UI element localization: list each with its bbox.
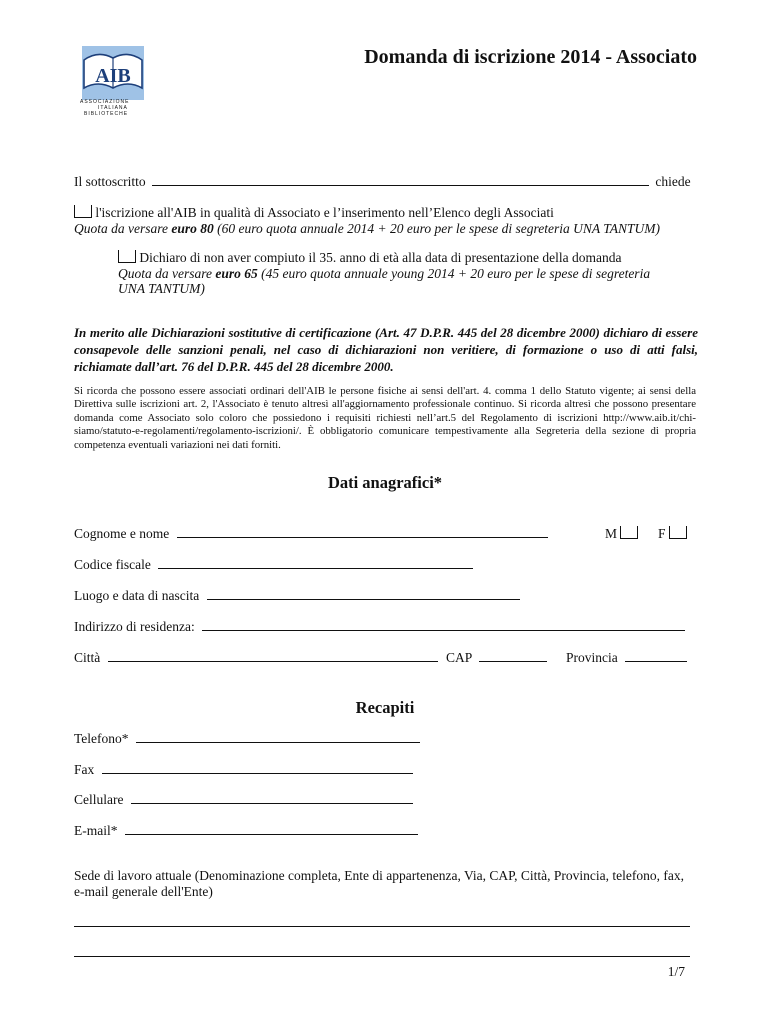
indirizzo-field[interactable] xyxy=(202,619,685,631)
citta-row xyxy=(74,650,438,666)
cap-label: CAP xyxy=(446,650,472,665)
section-heading-recapiti: Recapiti xyxy=(355,698,415,717)
logo-line-3: BIBLIOTECHE xyxy=(84,111,129,117)
young-quota-prefix: Quota da versare xyxy=(118,266,216,281)
aib-logo xyxy=(78,44,150,116)
sede-lavoro-field-1[interactable] xyxy=(74,926,690,927)
young-quota-amount: euro 65 xyxy=(215,266,258,281)
sede-lavoro-label: Sede di lavoro attuale (Denominazione completa, Ente di appartenenza, Via, CAP, Città, Provincia, telefono, fax, e-mail generale dell'Ente) xyxy=(74,868,684,899)
cognome-row xyxy=(74,526,548,542)
email-row xyxy=(74,823,418,839)
associato-quota-detail: (60 euro quota annuale 2014 + 20 euro per le spese di segreteria UNA TANTUM) xyxy=(213,221,660,236)
luogo-data-label: Luogo e data di nascita xyxy=(74,588,200,603)
associato-quota-amount: euro 80 xyxy=(171,221,214,236)
cognome-label: Cognome e nome xyxy=(74,526,170,541)
logo-line-2: ITALIANA xyxy=(98,105,128,111)
associato-quota-prefix: Quota da versare xyxy=(74,221,172,236)
telefono-field[interactable] xyxy=(136,731,420,743)
young-text: Dichiaro di non aver compiuto il 35. anno di età alla data di presentazione della domanda xyxy=(139,250,622,265)
fax-row xyxy=(74,762,413,778)
declaration-text: In merito alle Dichiarazioni sostitutive di certificazione (Art. 47 D.P.R. 445 del 28 dicembre 2000) dichiaro di essere consapevole delle sanzioni penali, nel caso di dichiarazioni non veritiere, di formazione o uso di atti falsi, richiamate dall’art. 76 del D.P.R. 445 del 28 dicembre 2000. xyxy=(74,325,698,374)
logo-line-1: ASSOCIAZIONE xyxy=(80,99,130,105)
sex-m xyxy=(605,526,638,542)
codice-fiscale-field[interactable] xyxy=(158,557,473,569)
cap-group xyxy=(446,650,547,666)
citta-field[interactable] xyxy=(108,650,438,662)
sede-lavoro-field-2[interactable] xyxy=(74,956,690,957)
option-young xyxy=(118,250,621,266)
cellulare-field[interactable] xyxy=(131,792,413,804)
sex-m-label: M xyxy=(605,526,618,541)
section-heading-anagrafici: Dati anagrafici* xyxy=(327,473,443,492)
intro-prefix: Il sottoscritto xyxy=(74,174,146,189)
email-field[interactable] xyxy=(125,823,418,835)
indirizzo-label: Indirizzo di residenza: xyxy=(74,619,195,634)
sex-f-label: F xyxy=(658,526,666,541)
intro-line xyxy=(74,174,690,190)
email-label: E-mail* xyxy=(74,823,118,838)
page-title: Domanda di iscrizione 2014 - Associato xyxy=(364,46,697,68)
young-quota-detail: (45 euro quota annuale young 2014 + 20 euro per le spese di segreteria xyxy=(257,266,651,281)
intro-suffix: chiede xyxy=(655,174,691,189)
provincia-field[interactable] xyxy=(625,650,687,662)
fax-label: Fax xyxy=(74,762,95,777)
name-blank[interactable] xyxy=(152,174,649,186)
provincia-label: Provincia xyxy=(566,650,618,665)
indirizzo-row xyxy=(74,619,685,635)
codice-fiscale-label: Codice fiscale xyxy=(74,557,151,572)
page-number: 1/7 xyxy=(667,964,685,979)
citta-label: Città xyxy=(74,650,101,665)
luogo-data-row xyxy=(74,588,520,604)
cap-field[interactable] xyxy=(479,650,547,662)
telefono-label: Telefono* xyxy=(74,731,129,746)
fax-field[interactable] xyxy=(102,762,413,774)
cellulare-label: Cellulare xyxy=(74,792,124,807)
telefono-row xyxy=(74,731,420,747)
luogo-data-field[interactable] xyxy=(207,588,520,600)
codice-fiscale-row xyxy=(74,557,473,573)
logo-initials: AIB xyxy=(95,65,131,87)
young-checkbox[interactable] xyxy=(118,250,136,263)
provincia-group xyxy=(566,650,687,666)
sex-m-checkbox[interactable] xyxy=(620,526,638,539)
option-associato xyxy=(74,205,554,221)
sex-f xyxy=(658,526,687,542)
note-text: Si ricorda che possono essere associati ordinari dell'AIB le persone fisiche ai sensi dell'art. 4. comma 1 dello Statuto vigente; ai sensi della Direttiva sulle iscrizioni art. 2, l'Associato è tenuto altresì all'aggiornamento professionale continuo. Si ricorda altresì che possono presentare domanda come Associato solo coloro che possiedono i requisiti richiesti nell’art.5 del Regolamento di iscrizioni http://www.aib.it/chi-siamo/statuto-e-regolamenti/regolamento-iscrizioni/. È obbligatorio comunicare tempestivamente alla Segreteria della sezione di propria competenza eventuali variazioni nei dati forniti. xyxy=(74,385,696,451)
associato-checkbox[interactable] xyxy=(74,205,92,218)
cognome-field[interactable] xyxy=(177,526,548,538)
young-quota-line-2: UNA TANTUM) xyxy=(118,281,205,296)
associato-quota xyxy=(74,221,660,237)
sex-f-checkbox[interactable] xyxy=(669,526,687,539)
young-quota xyxy=(118,266,650,282)
associato-text: l'iscrizione all'AIB in qualità di Associato e l’inserimento nell’Elenco degli Associati xyxy=(95,205,554,220)
cellulare-row xyxy=(74,792,413,808)
